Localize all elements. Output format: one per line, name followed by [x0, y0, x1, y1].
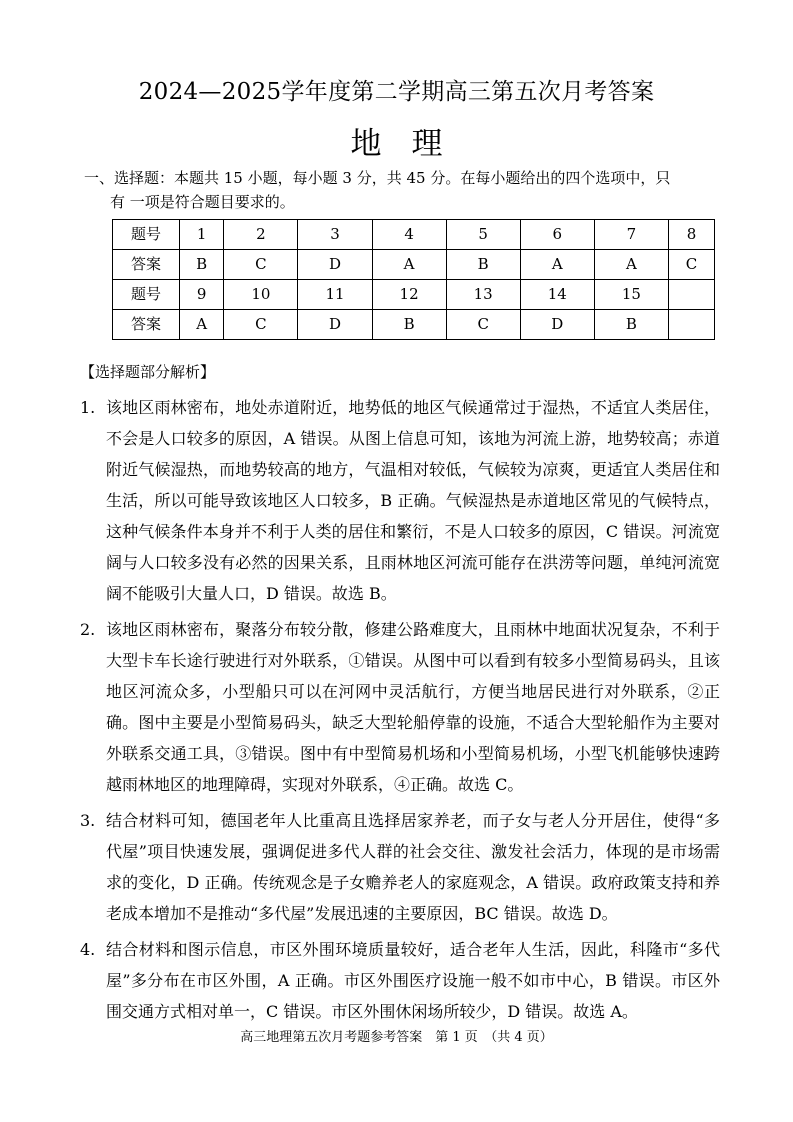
answer-table-cell — [668, 310, 714, 340]
answer-table-cell: C — [224, 310, 298, 340]
answer-table-row-header: 答案 — [113, 250, 180, 280]
analysis-title: 【选择题部分解析】 — [80, 363, 216, 381]
answer-table-cell: B — [446, 250, 520, 280]
answer-table-cell: B — [594, 310, 668, 340]
answer-table-cell: 9 — [180, 280, 224, 310]
answer-table-row — [113, 250, 715, 280]
answer-table-cell: 14 — [520, 280, 594, 310]
answer-table — [112, 219, 715, 340]
answer-table-row — [113, 220, 715, 250]
answer-table-row-header: 题号 — [113, 280, 180, 310]
analysis-item — [80, 805, 720, 929]
answer-table-cell: C — [224, 250, 298, 280]
answer-table-cell: D — [298, 250, 372, 280]
item-text: 结合材料可知，德国老年人比重高且选择居家养老，而子女与老人分开居住，使得“多代屋”项目快速发展，强调促进多代人群的社会交往、激发社会活力，体现的是市场需求的变化，D 正确。传统观念是子女赡养老人的家庭观念，A 错误。政府政策支持和养老成本增加不是推动“多代屋”发展迅速的主要原因，BC 错误。故选 D。 — [106, 811, 720, 923]
analysis-item — [80, 614, 720, 800]
answer-table-cell: A — [372, 250, 446, 280]
section-heading-line1: 一、选择题：本题共 15 小题，每小题 3 分，共 45 分。在每小题给出的四个选项中，只 — [84, 169, 671, 187]
answer-table-cell: 12 — [372, 280, 446, 310]
section-heading — [84, 166, 724, 214]
page-footer: 高三地理第五次月考题参考答案 第 1 页 （共 4 页） — [240, 1030, 553, 1045]
answer-table-cell: 13 — [446, 280, 520, 310]
section-heading-line2: 有 一项是符合题目要求的。 — [110, 193, 295, 211]
answer-table-cell: 4 — [372, 220, 446, 250]
answer-table-row-header: 题号 — [113, 220, 180, 250]
analysis-list — [80, 392, 720, 1032]
answer-table-cell: B — [372, 310, 446, 340]
item-number: 1. — [80, 398, 96, 417]
answer-table-cell: C — [446, 310, 520, 340]
answer-table-cell: B — [180, 250, 224, 280]
analysis-item — [80, 934, 720, 1027]
answer-table-cell: A — [520, 250, 594, 280]
item-number: 4. — [80, 940, 96, 959]
answer-table-cell: 7 — [594, 220, 668, 250]
document-title: 2024—2025学年度第二学期高三第五次月考答案 — [138, 79, 655, 105]
answer-table-cell: 6 — [520, 220, 594, 250]
item-number: 3. — [80, 811, 96, 830]
answer-table-row — [113, 280, 715, 310]
answer-table-cell: C — [668, 250, 714, 280]
analysis-item — [80, 392, 720, 609]
answer-table-cell: 1 — [180, 220, 224, 250]
item-text: 该地区雨林密布，聚落分布较分散，修建公路难度大，且雨林中地面状况复杂，不利于大型卡车长途行驶进行对外联系，①错误。从图中可以看到有较多小型简易码头，且该地区河流众多，小型船只可以在河网中灵活航行，方便当地居民进行对外联系，②正确。图中主要是小型简易码头，缺乏大型轮船停靠的设施，不适合大型轮船作为主要对外联系交通工具，③错误。图中有中型简易机场和小型简易机场，小型飞机能够快速跨越雨林地区的地理障碍，实现对外联系，④正确。故选 C。 — [106, 620, 720, 794]
answer-table-cell — [668, 280, 714, 310]
item-number: 2. — [80, 620, 96, 639]
answer-table-cell: D — [298, 310, 372, 340]
answer-table-cell: A — [180, 310, 224, 340]
item-text: 该地区雨林密布，地处赤道附近，地势低的地区气候通常过于湿热，不适宜人类居住，不会是人口较多的原因，A 错误。从图上信息可知，该地为河流上游，地势较高；赤道附近气候湿热，而地势较高的地方，气温相对较低，气候较为凉爽，更适宜人类居住和生活，所以可能导致该地区人口较多，B 正确。气候湿热是赤道地区常见的气候特点，这种气候条件本身并不利于人类的居住和繁衍，不是人口较多的原因，C 错误。河流宽阔与人口较多没有必然的因果关系，且雨林地区河流可能存在洪涝等问题，单纯河流宽阔不能吸引大量人口，D 错误。故选 B。 — [106, 398, 720, 603]
answer-table-cell: 2 — [224, 220, 298, 250]
subject-title: 地理 — [350, 126, 473, 162]
item-text: 结合材料和图示信息，市区外围环境质量较好，适合老年人生活，因此，科隆市“多代屋”多分布在市区外围，A 正确。市区外围医疗设施一般不如市中心，B 错误。市区外围交通方式相对单一，C 错误。市区外围休闲场所较少，D 错误。故选 A。 — [106, 940, 720, 1021]
answer-table-cell: 11 — [298, 280, 372, 310]
answer-table-cell: 8 — [668, 220, 714, 250]
answer-table-cell: 10 — [224, 280, 298, 310]
answer-table-cell: 15 — [594, 280, 668, 310]
answer-table-cell: 3 — [298, 220, 372, 250]
answer-table-row-header: 答案 — [113, 310, 180, 340]
answer-table-cell: A — [594, 250, 668, 280]
answer-table-cell: D — [520, 310, 594, 340]
answer-table-row — [113, 310, 715, 340]
answer-table-cell: 5 — [446, 220, 520, 250]
